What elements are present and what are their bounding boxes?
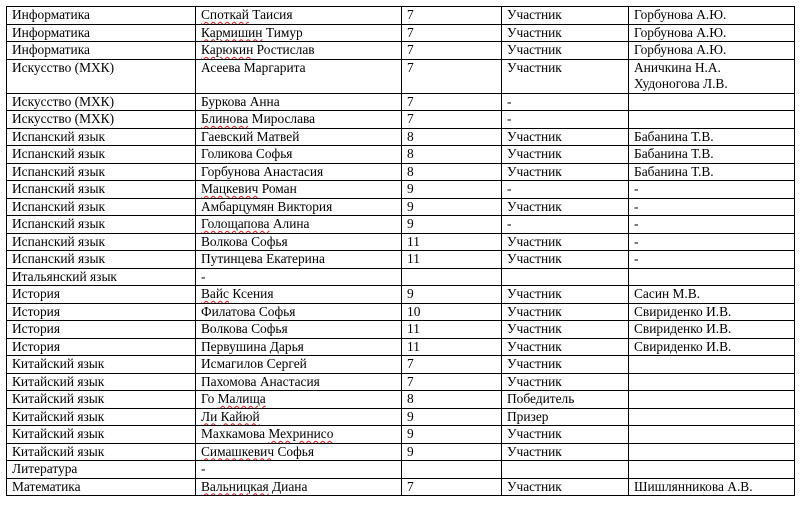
status-cell: Участник <box>502 7 629 25</box>
grade-cell: 9 <box>402 426 502 444</box>
status-cell <box>502 461 629 479</box>
table-row <box>7 181 795 199</box>
teacher-cell <box>629 443 795 461</box>
subject-cell: Китайский язык <box>7 408 196 426</box>
teacher-cell: Бабанина Т.В. <box>629 128 795 146</box>
participant-name-cell: - <box>196 268 402 286</box>
teacher-cell <box>629 93 795 111</box>
table-row <box>7 198 795 216</box>
subject-cell: Испанский язык <box>7 233 196 251</box>
subject-cell: Испанский язык <box>7 163 196 181</box>
subject-cell: Итальянский язык <box>7 268 196 286</box>
status-cell: - <box>502 181 629 199</box>
subject-cell: История <box>7 286 196 304</box>
table-row <box>7 303 795 321</box>
teacher-cell: Горбунова А.Ю. <box>629 7 795 25</box>
table-row <box>7 146 795 164</box>
grade-cell: 7 <box>402 93 502 111</box>
status-cell: Участник <box>502 59 629 93</box>
grade-cell: 9 <box>402 443 502 461</box>
teacher-cell <box>629 461 795 479</box>
grade-cell: 11 <box>402 251 502 269</box>
participant-name-cell: Буркова Анна <box>196 93 402 111</box>
subject-cell: Китайский язык <box>7 356 196 374</box>
participant-name-cell: Споткай Таисия <box>196 7 402 25</box>
table-row <box>7 286 795 304</box>
participant-name-cell: Асеева Маргарита <box>196 59 402 93</box>
grade-cell: 11 <box>402 233 502 251</box>
teacher-cell: Горбунова А.Ю. <box>629 42 795 60</box>
status-cell: - <box>502 216 629 234</box>
subject-cell: Литература <box>7 461 196 479</box>
status-cell: Участник <box>502 338 629 356</box>
grade-cell: 7 <box>402 24 502 42</box>
status-cell: Участник <box>502 373 629 391</box>
table-row <box>7 59 795 93</box>
status-cell: Участник <box>502 42 629 60</box>
table-row <box>7 163 795 181</box>
participant-name-cell: Блинова Мирослава <box>196 111 402 129</box>
table-row <box>7 338 795 356</box>
subject-cell: Информатика <box>7 24 196 42</box>
table-row <box>7 373 795 391</box>
status-cell: Призер <box>502 408 629 426</box>
table-row <box>7 24 795 42</box>
table-row <box>7 7 795 25</box>
status-cell <box>502 268 629 286</box>
teacher-cell: - <box>629 251 795 269</box>
subject-cell: Китайский язык <box>7 391 196 409</box>
teacher-cell: Горбунова А.Ю. <box>629 24 795 42</box>
subject-cell: Испанский язык <box>7 198 196 216</box>
participant-name-cell: Махкамова Мехринисо <box>196 426 402 444</box>
participant-name-cell: Го Малища <box>196 391 402 409</box>
status-cell: Участник <box>502 356 629 374</box>
status-cell: Участник <box>502 303 629 321</box>
teacher-cell <box>629 391 795 409</box>
status-cell: Участник <box>502 286 629 304</box>
status-cell: Участник <box>502 251 629 269</box>
teacher-cell <box>629 373 795 391</box>
teacher-cell: - <box>629 216 795 234</box>
teacher-line: Аничкина Н.А. <box>634 59 721 75</box>
results-table <box>6 6 795 496</box>
table-row <box>7 268 795 286</box>
subject-cell: Китайский язык <box>7 373 196 391</box>
participant-name-cell: Гаевский Матвей <box>196 128 402 146</box>
subject-cell: История <box>7 303 196 321</box>
table-row <box>7 251 795 269</box>
status-cell: Победитель <box>502 391 629 409</box>
table-row <box>7 478 795 496</box>
grade-cell <box>402 268 502 286</box>
participant-name-cell: Вайс Ксения <box>196 286 402 304</box>
results-table-body <box>7 7 795 496</box>
grade-cell: 7 <box>402 356 502 374</box>
participant-name-cell: Голикова Софья <box>196 146 402 164</box>
participant-name-cell: - <box>196 461 402 479</box>
subject-cell: Информатика <box>7 42 196 60</box>
grade-cell: 7 <box>402 42 502 60</box>
grade-cell: 8 <box>402 163 502 181</box>
subject-cell: Искусство (МХК) <box>7 111 196 129</box>
teacher-cell <box>629 356 795 374</box>
subject-cell: Информатика <box>7 7 196 25</box>
grade-cell: 9 <box>402 408 502 426</box>
status-cell: Участник <box>502 478 629 496</box>
teacher-cell: - <box>629 233 795 251</box>
teacher-cell <box>629 268 795 286</box>
grade-cell: 7 <box>402 59 502 93</box>
participant-name-cell: Волкова Софья <box>196 233 402 251</box>
status-cell: - <box>502 93 629 111</box>
subject-cell: Испанский язык <box>7 128 196 146</box>
status-cell: Участник <box>502 146 629 164</box>
teacher-cell: Свириденко И.В. <box>629 321 795 339</box>
teacher-cell: Свириденко И.В. <box>629 338 795 356</box>
teacher-cell: Бабанина Т.В. <box>629 163 795 181</box>
participant-name-cell: Карюкин Ростислав <box>196 42 402 60</box>
status-cell: - <box>502 111 629 129</box>
participant-name-cell: Путинцева Екатерина <box>196 251 402 269</box>
subject-cell: Испанский язык <box>7 181 196 199</box>
subject-cell: Искусство (МХК) <box>7 59 196 93</box>
participant-name-cell: Филатова Софья <box>196 303 402 321</box>
table-row <box>7 391 795 409</box>
subject-cell: Китайский язык <box>7 426 196 444</box>
table-row <box>7 443 795 461</box>
teacher-cell <box>629 59 795 93</box>
participant-name-cell: Исмагилов Сергей <box>196 356 402 374</box>
status-cell: Участник <box>502 163 629 181</box>
subject-cell: Китайский язык <box>7 443 196 461</box>
table-row <box>7 321 795 339</box>
participant-name-cell: Горбунова Анастасия <box>196 163 402 181</box>
subject-cell: Математика <box>7 478 196 496</box>
participant-name-cell: Мацкевич Роман <box>196 181 402 199</box>
subject-cell: История <box>7 338 196 356</box>
status-cell: Участник <box>502 198 629 216</box>
subject-cell: Испанский язык <box>7 216 196 234</box>
status-cell: Участник <box>502 128 629 146</box>
grade-cell: 7 <box>402 7 502 25</box>
participant-name-cell: Ли Кайюй <box>196 408 402 426</box>
grade-cell: 8 <box>402 146 502 164</box>
table-row <box>7 111 795 129</box>
subject-cell: История <box>7 321 196 339</box>
teacher-cell <box>629 111 795 129</box>
participant-name-cell: Кармишин Тимур <box>196 24 402 42</box>
grade-cell: 7 <box>402 478 502 496</box>
participant-name-cell: Пахомова Анастасия <box>196 373 402 391</box>
grade-cell: 9 <box>402 181 502 199</box>
table-row <box>7 233 795 251</box>
teacher-cell: Сасин М.В. <box>629 286 795 304</box>
table-row <box>7 461 795 479</box>
table-row <box>7 426 795 444</box>
grade-cell: 7 <box>402 373 502 391</box>
table-row <box>7 93 795 111</box>
participant-name-cell: Амбарцумян Виктория <box>196 198 402 216</box>
status-cell: Участник <box>502 233 629 251</box>
status-cell: Участник <box>502 24 629 42</box>
teacher-cell <box>629 408 795 426</box>
teacher-cell: Шишлянникова А.В. <box>629 478 795 496</box>
teacher-cell <box>629 426 795 444</box>
teacher-cell: - <box>629 198 795 216</box>
participant-name-cell: Вальницкая Диана <box>196 478 402 496</box>
grade-cell <box>402 461 502 479</box>
status-cell: Участник <box>502 321 629 339</box>
grade-cell: 7 <box>402 111 502 129</box>
table-row <box>7 408 795 426</box>
table-row <box>7 356 795 374</box>
participant-name-cell: Голощапова Алина <box>196 216 402 234</box>
grade-cell: 8 <box>402 391 502 409</box>
teacher-cell: Бабанина Т.В. <box>629 146 795 164</box>
table-row <box>7 216 795 234</box>
grade-cell: 9 <box>402 286 502 304</box>
teacher-cell: Свириденко И.В. <box>629 303 795 321</box>
subject-cell: Искусство (МХК) <box>7 93 196 111</box>
teacher-line: Худоногова Л.В. <box>634 76 728 91</box>
subject-cell: Испанский язык <box>7 251 196 269</box>
participant-name-cell: Симашкевич Софья <box>196 443 402 461</box>
status-cell: Участник <box>502 443 629 461</box>
table-row <box>7 128 795 146</box>
grade-cell: 9 <box>402 198 502 216</box>
participant-name-cell: Первушина Дарья <box>196 338 402 356</box>
subject-cell: Испанский язык <box>7 146 196 164</box>
participant-name-cell: Волкова Софья <box>196 321 402 339</box>
status-cell: Участник <box>502 426 629 444</box>
grade-cell: 9 <box>402 216 502 234</box>
teacher-cell: - <box>629 181 795 199</box>
grade-cell: 10 <box>402 303 502 321</box>
grade-cell: 11 <box>402 321 502 339</box>
grade-cell: 8 <box>402 128 502 146</box>
grade-cell: 11 <box>402 338 502 356</box>
table-row <box>7 42 795 60</box>
